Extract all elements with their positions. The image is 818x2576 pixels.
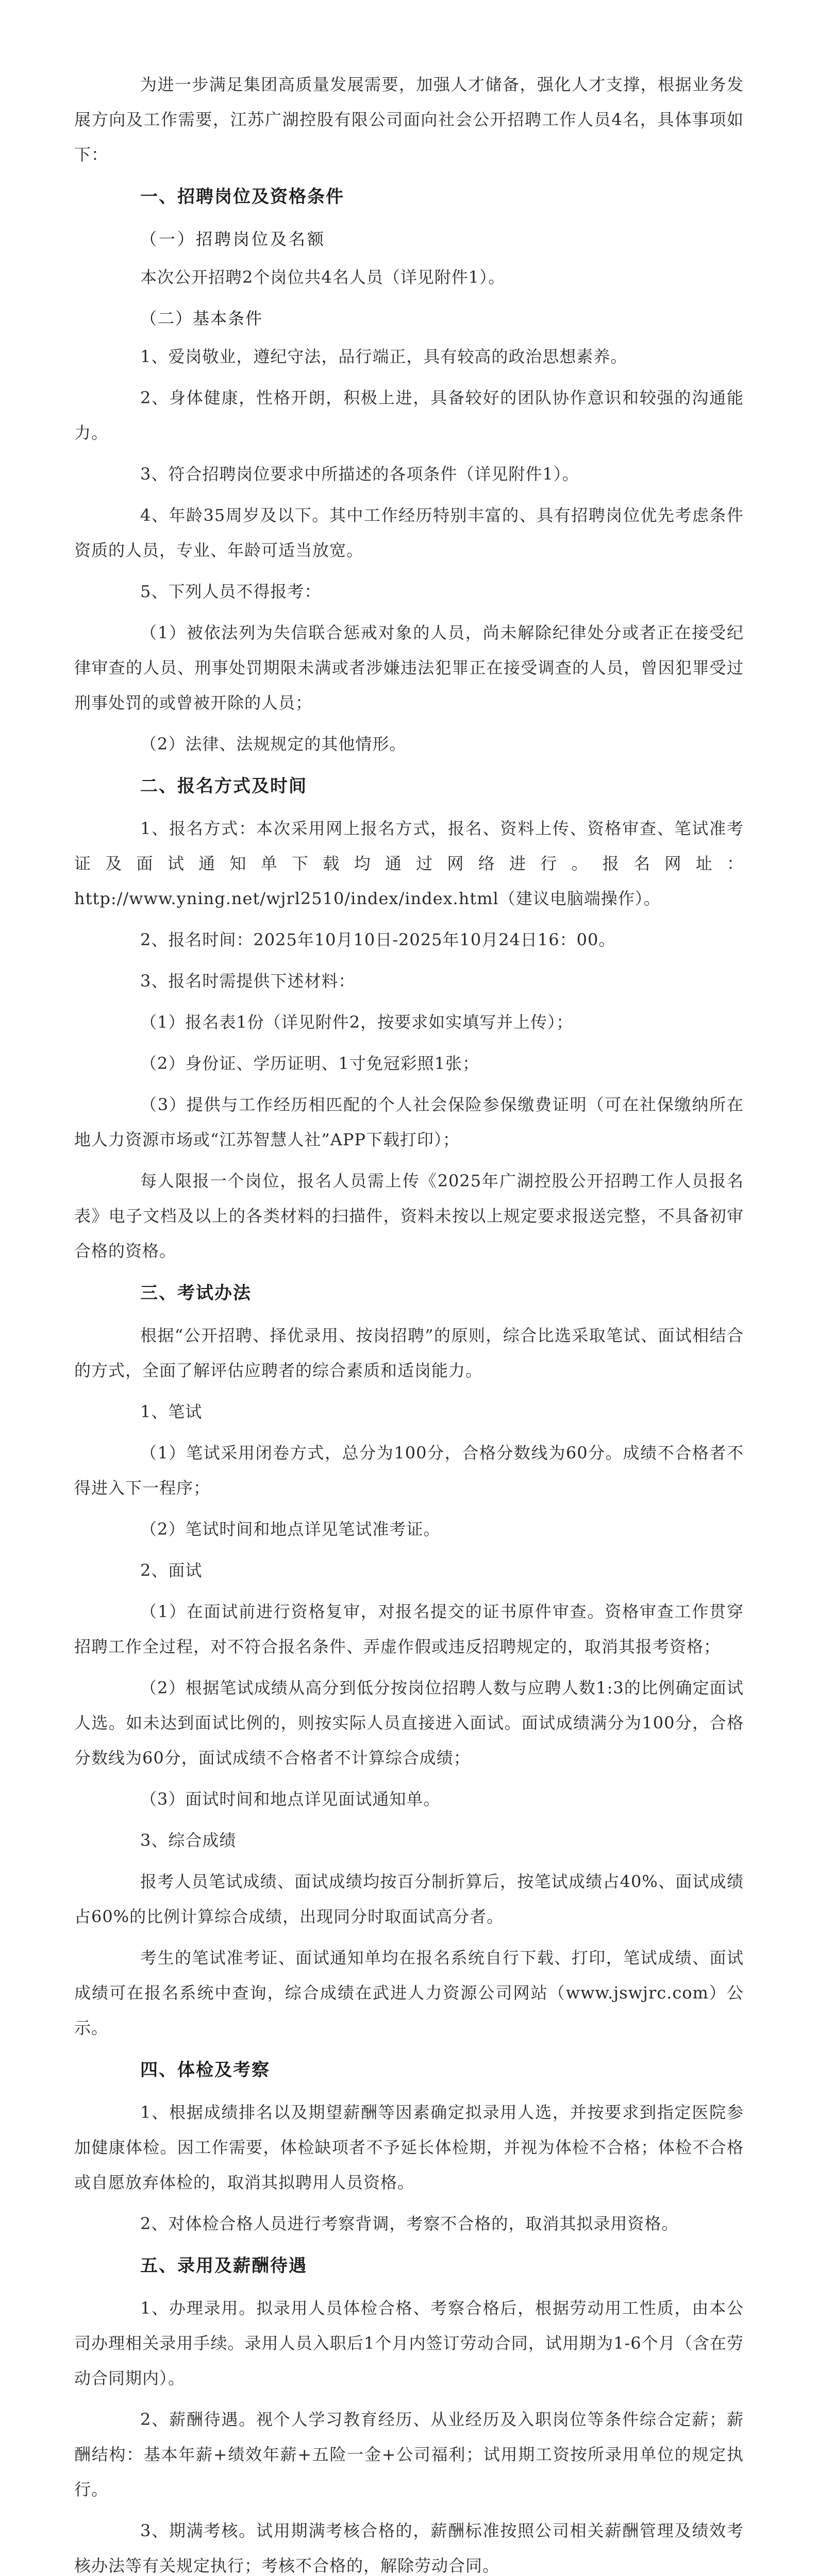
paragraph-3-2: 1、笔试 xyxy=(140,1402,203,1421)
section-title-2: 二、报名方式及时间 xyxy=(140,776,307,796)
paragraph-1-3: 2、身体健康，性格开朗，积极上进，具备较好的团队协作意识和较强的沟通能力。 xyxy=(74,388,744,443)
paragraph-5-3: 3、期满考核。试用期满考核合格的，薪酬标准按照公司相关薪酬管理及绩效考核办法等有关规定执行；考核不合格的，解除劳动合同。 xyxy=(74,2521,744,2575)
paragraph-3-1: 根据“公开招聘、择优录用、按岗招聘”的原则，综合比选采取笔试、面试相结合的方式，全面了解评估应聘者的综合素质和适岗能力。 xyxy=(74,1326,744,1380)
paragraph-1-4: 3、符合招聘岗位要求中所描述的各项条件（详见附件1）。 xyxy=(140,464,579,484)
paragraph-2-3: 3、报名时需提供下述材料： xyxy=(140,971,356,991)
paragraph-5-1: 1、办理录用。拟录用人员体检合格、考察合格后，根据劳动用工性质，由本公司办理相关录用手续。录用人员入职后1个月内签订劳动合同，试用期为1-6个月（含在劳动合同期内）。 xyxy=(74,2298,744,2388)
paragraph-2-6: （3）提供与工作经历相匹配的个人社会保险参保缴费证明（可在社保缴纳所在地人力资源市场或“江苏智慧人社”APP下载打印）； xyxy=(74,1095,744,1149)
paragraph-1-2: 1、爱岗敬业，遵纪守法，品行端正，具有较高的政治思想素养。 xyxy=(140,347,628,366)
paragraph-2-1: 1、报名方式：本次采用网上报名方式，报名、资料上传、资格审查、笔试准考证及面试通知单下载均通过网络进行。报名网址：http://www.yning.net/wjrl2510/index/index.html（建议电脑端操作）。 xyxy=(74,819,744,908)
paragraph-3-11: 考生的笔试准考证、面试通知单均在报名系统自行下载、打印，笔试成绩、面试成绩可在报名系统中查询，综合成绩在武进人力资源公司网站（www.jswjrc.com）公示。 xyxy=(74,1948,744,2038)
paragraph-3-8: （3）面试时间和地点详见面试通知单。 xyxy=(140,1789,441,1809)
paragraph-4-1: 1、根据成绩排名以及期望薪酬等因素确定拟录用人选，并按要求到指定医院参加健康体检。因工作需要，体检缺项者不予延长体检期，并视为体检不合格；体检不合格或自愿放弃体检的，取消其拟聘用人员资格。 xyxy=(74,2103,744,2192)
section-title-3: 三、考试办法 xyxy=(140,1283,252,1303)
paragraph-5-2: 2、薪酬待遇。视个人学习教育经历、从业经历及入职岗位等条件综合定薪；薪酬结构：基本年薪+绩效年薪+五险一金+公司福利；试用期工资按所录用单位的规定执行。 xyxy=(74,2410,744,2499)
section-title-5: 五、录用及薪酬待遇 xyxy=(140,2256,307,2276)
section-title-1: 一、招聘岗位及资格条件 xyxy=(140,187,344,207)
paragraph-3-9: 3、综合成绩 xyxy=(140,1831,237,1850)
section-title-4: 四、体检及考察 xyxy=(140,2060,270,2080)
paragraph-2-4: （1）报名表1份（详见附件2，按要求如实填写并上传）； xyxy=(140,1012,574,1032)
paragraph-1-1: 本次公开招聘2个岗位共4名人员（详见附件1）。 xyxy=(140,267,506,287)
intro-paragraph: 为进一步满足集团高质量发展需要，加强人才储备，强化人才支撑，根据业务发展方向及工作需要，江苏广湖控股有限公司面向社会公开招聘工作人员4名，具体事项如下： xyxy=(74,75,744,164)
subsection-title-1-1: （一）招聘岗位及名额 xyxy=(140,229,326,249)
paragraph-3-3: （1）笔试采用闭卷方式，总分为100分，合格分数线为60分。成绩不合格者不得进入下一程序； xyxy=(74,1443,744,1498)
paragraph-3-7: （2）根据笔试成绩从高分到低分按岗位招聘人数与应聘人数1:3的比例确定面试人选。如未达到面试比例的，则按实际人员直接进入面试。面试成绩满分为100分，合格分数线为60分，面试成绩不合格者不计算综合成绩； xyxy=(74,1678,744,1768)
paragraph-3-6: （1）在面试前进行资格复审，对报名提交的证书原件审查。资格审查工作贯穿招聘工作全过程，对不符合报名条件、弄虚作假或违反招聘规定的，取消其报考资格； xyxy=(74,1602,744,1656)
paragraph-1-5: 4、年龄35周岁及以下。其中工作经历特别丰富的、具有招聘岗位优先考虑条件资质的人员，专业、年龄可适当放宽。 xyxy=(74,505,744,560)
paragraph-1-6: 5、下列人员不得报考： xyxy=(140,582,322,601)
paragraph-3-5: 2、面试 xyxy=(140,1561,203,1580)
paragraph-2-7: 每人限报一个岗位，报名人员需上传《2025年广湖控股公开招聘工作人员报名表》电子文档及以上的各类材料的扫描件，资料未按以上规定要求报送完整，不具备初审合格的资格。 xyxy=(74,1171,744,1261)
paragraph-1-7: （1）被依法列为失信联合惩戒对象的人员，尚未解除纪律处分或者正在接受纪律审查的人员、刑事处罚期限未满或者涉嫌违法犯罪正在接受调查的人员，曾因犯罪受过刑事处罚的或曾被开除的人员； xyxy=(74,623,744,713)
paragraph-3-4: （2）笔试时间和地点详见笔试准考证。 xyxy=(140,1519,441,1539)
subsection-title-1-2: （二）基本条件 xyxy=(140,309,263,328)
paragraph-4-2: 2、对体检合格人员进行考察背调，考察不合格的，取消其拟录用资格。 xyxy=(140,2214,679,2233)
paragraph-2-5: （2）身份证、学历证明、1寸免冠彩照1张； xyxy=(140,1054,480,1073)
paragraph-3-10: 报考人员笔试成绩、面试成绩均按百分制折算后，按笔试成绩占40%、面试成绩占60%的比例计算综合成绩，出现同分时取面试高分者。 xyxy=(74,1872,744,1926)
paragraph-1-8: （2）法律、法规规定的其他情形。 xyxy=(140,734,407,754)
paragraph-2-2: 2、报名时间：2025年10月10日-2025年10月24日16：00。 xyxy=(140,930,616,950)
